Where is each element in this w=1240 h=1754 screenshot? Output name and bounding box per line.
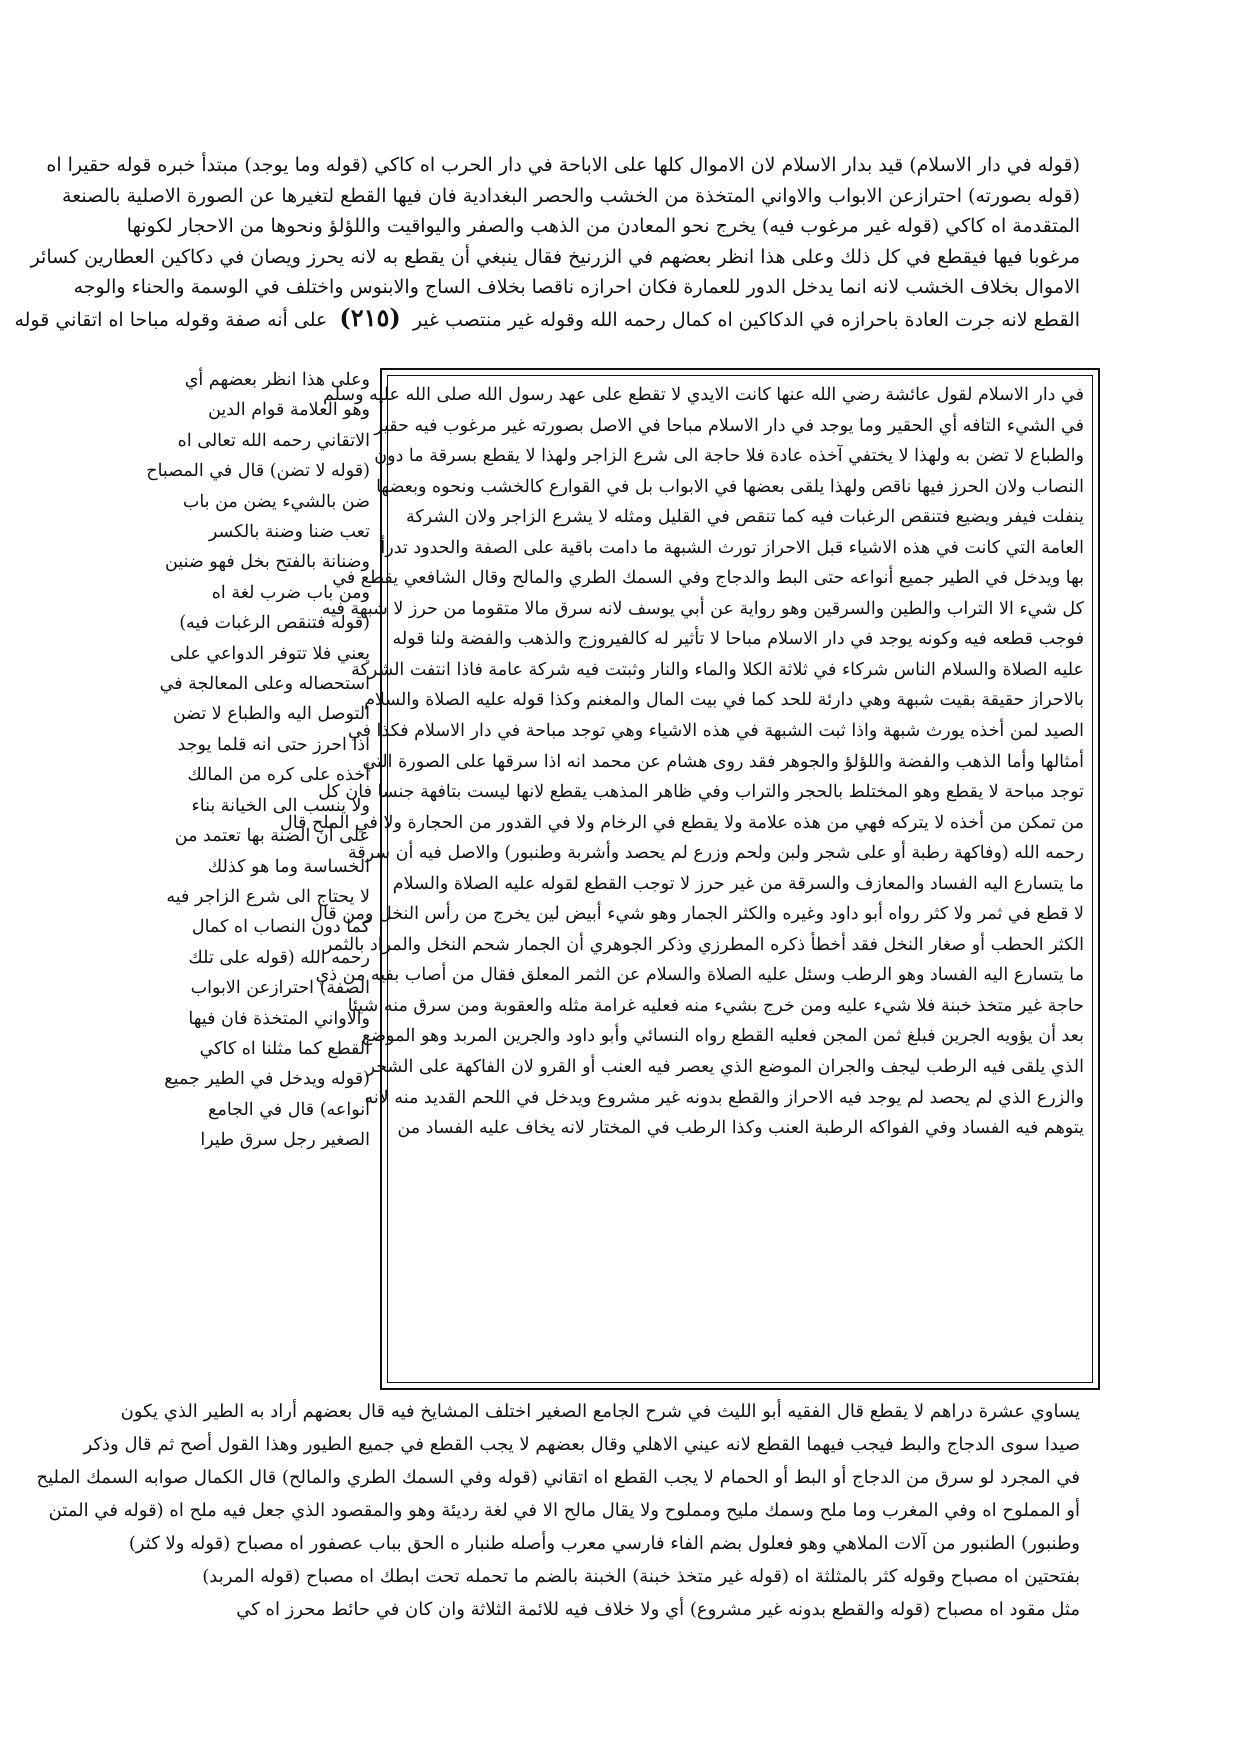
main-line: رحمه الله (وفاكهة رطبة أو على شجر ولبن ولحم وزرع لم يحصد وأشربة وطنبور) والاصل فيه أن سرقة: [347, 843, 1084, 864]
main-line: الصيد لمن أخذه يورث شبهة واذا ثبت الشبهة في هذه الاشياء وهي توجد مباحة في دار الاسلام فكذا في: [348, 721, 1084, 742]
margin-line: وضنانة بالفتح بخل فهو ضنين: [164, 552, 370, 573]
margin-line: أخذه على كره من المالك: [187, 765, 370, 786]
top-line: المتقدمة اه كاكي (قوله غير مرغوب فيه) يخرج نحو المعادن من الذهب والصفر واليواقيت واللؤلؤ ونحوها من الاحجار لكونها: [126, 215, 1080, 237]
bottom-line: في المجرد لو سرق من الدجاج أو البط أو الحمام لا يجب القطع اه اتقاني (قوله وفي السمك الطري والمالح) قال الكمال صوابه السمك المليح: [36, 1467, 1080, 1488]
main-line: ما يتسارع اليه الفساد وهو الرطب وسئل عليه الصلاة والسلام عن الثمر المعلق فقال من أصاب بفيه من ذي: [315, 965, 1084, 986]
side-margin-commentary: [138, 365, 370, 1390]
bottom-line: وطنبور) الطنبور من آلات الملاهي وهو فعلول بضم الفاء فارسي معرب وأصله طنبار ه الحق بباب عصفور اه مصباح (قوله ولا كثر): [128, 1533, 1080, 1554]
main-line: والزرع الذي لم يحصد لم يوجد فيه الاحراز والقطع بدونه غير مشروع ويدخل في اللحم القديد منه لانه: [364, 1087, 1084, 1108]
bottom-line: أو المملوح اه وفي المغرب وما ملح وسمك مليح ومملوح ولا يقال مالح الا في لغة رديئة وهو والمقصود الذي جعل فيه ملح اه (قوله في المتن: [48, 1500, 1080, 1521]
main-line: كل شيء الا التراب والطين والسرقين وهو رواية عن أبي يوسف لانه سرق مالا متقوما من حرز لا شبهة فيه: [321, 598, 1084, 619]
top-line: (قوله في دار الاسلام) قيد بدار الاسلام لان الاموال كلها على الاباحة في دار الحرب اه كاكي (قوله وما يوجد) مبتدأ خبره قوله حقيرا اه: [46, 154, 1080, 176]
bottom-line: مثل مقود اه مصباح (قوله والقطع بدونه غير مشروع) أي ولا خلاف فيه للائمة الثلاثة وان كان في حائط محرز اه كي: [236, 1599, 1080, 1620]
main-line: بها ويدخل في الطير جميع أنواعه حتى البط والدجاج وفي السمك الطري والمالح وقال الشافعي يقطع في: [332, 568, 1084, 589]
top-line: الاموال بخلاف الخشب لانه انما يدخل الدور للعمارة فكان احرازه ناقصا بخلاف الساج والابنوس واختلف في الوسمة والحناء والوجه: [73, 276, 1080, 298]
margin-line: ومن باب ضرب لغة اه: [211, 582, 370, 603]
margin-line: ولا ينسب الى الخيانة بناء: [191, 795, 370, 816]
top-commentary: [14, 150, 1080, 355]
main-line: حاجة غير متخذ خبنة فلا شيء عليه ومن خرج بشيء منه فعليه غرامة مثله والعقوبة ومن سرق منه شيئا: [347, 995, 1084, 1016]
margin-line: (قوله فتنقص الرغبات فيه): [179, 613, 370, 634]
main-line: يتوهم فيه الفساد وفي الفواكه الرطبة العنب وكذا الرطب في المختار لانه يخاف عليه الفساد من: [397, 1118, 1084, 1139]
margin-line: يعني فلا تتوفر الدواعي على: [170, 643, 370, 664]
margin-line: الاتقاني رحمه الله تعالى اه: [177, 430, 370, 451]
main-line: في الشيء التافه أي الحقير وما يوجد في دار الاسلام مباحا في الاصل بصورته غير مرغوب فيه حقير: [374, 415, 1084, 436]
margin-line: الخساسة وما هو كذلك: [207, 856, 370, 877]
margin-line: ضن بالشيء يضن من باب: [182, 491, 370, 512]
margin-line: تعب ضنا وضنة بالكسر: [208, 522, 370, 543]
top-line: مرغوبا فيها فيقطع في كل ذلك وعلى هذا انظر بعضهم في الزرنيخ فقال ينبغي أن يقطع به لانه يحرز ويصان في دكاكين العطارين كسائر: [30, 245, 1080, 268]
top-line: القطع لانه جرت العادة باحرازه في الدكاكين اه كمال رحمه الله وقوله غير منتصب غير (٢١٥) على أنه صفة وقوله مباحا اه اتقاني قوله: [14, 302, 1080, 332]
margin-line: الصفة) احترازعن الابواب: [190, 978, 370, 999]
margin-line: على أن الضنة بها تعتمد من: [174, 826, 370, 847]
margin-line: (قوله ويدخل في الطير جميع: [164, 1069, 370, 1090]
main-line: ينفلت فيفر ويضيع فتنقص الرغبات فيه كما تنقص في القليل ومثله لا يشرع الزاجر ولان الشركة: [405, 507, 1084, 528]
margin-line: القطع كما مثلنا اه كاكي: [199, 1038, 370, 1059]
margin-line: التوصل اليه والطباع لا تضن: [172, 704, 370, 725]
bottom-line: صيدا سوى الدجاج والبط فيجب فيهما القطع لانه عيني الاهلي وقال بعضهم لا يجب القطع في جميع الطيور وهذا القول أصح ثم قال وذكر: [83, 1434, 1080, 1455]
main-line: توجد مباحة لا يقطع وهو المختلط بالحجر والتراب وفي ظاهر المذهب يقطع لانها ليست بتافهة جنسا فان كل: [318, 782, 1084, 803]
margin-line: (قوله لا تضن) قال في المصباح: [146, 461, 370, 482]
margin-line: وعلى هذا انظر بعضهم أي: [184, 370, 370, 390]
main-line: فوجب قطعه فيه وكونه يوجد في دار الاسلام مباحا لا تأثير له كالفيروزج والذهب والفضة ولنا قوله: [392, 629, 1084, 650]
top-line: (قوله بصورته) احترازعن الابواب والاواني المتخذة من الخشب والحصر البغدادية فان فيها القطع لتغيرها عن الصورة الاصلية بالصنعة: [62, 184, 1080, 207]
margin-line: وهو العلامة قوام الدين: [208, 400, 370, 421]
bottom-line: يساوي عشرة دراهم لا يقطع قال الفقيه أبو الليث في شرح الجامع الصغير اختلف المشايخ فيه قال بعضهم أراد به الطير الذي يكون: [120, 1401, 1080, 1422]
margin-line: والاواني المتخذة فان فيها: [188, 1008, 370, 1029]
main-line: أمثالها وأما الذهب والفضة واللؤلؤ والجوهر فقد روى هشام عن محمد انه اذا سرقها على الصورة التي: [362, 751, 1084, 772]
main-line: الكثر الحطب أو صغار النخل فقد أخطأ ذكره المطرزي وذكر الجوهري أن الجمار شحم النخل والمراد بالثمر: [323, 934, 1084, 955]
margin-line: اذا احرز حتى انه قلما يوجد: [177, 734, 370, 755]
main-line: بعد أن يؤويه الجرين فبلغ ثمن المجن فعليه القطع رواه النسائي وأبو داود والجرين المربد وهو الموضع: [361, 1026, 1084, 1047]
main-line: عليه الصلاة والسلام الناس شركاء في ثلاثة الكلا والماء والنار وثبتت فيه شركة عامة فاذا انتفت الشركة: [351, 659, 1084, 680]
margin-line: لا يحتاج الى شرع الزاجر فيه: [166, 886, 370, 907]
main-line: ما يتسارع اليه الفساد والمعازف والسرقة من غير حرز لا توجب القطع لقوله عليه الصلاة والسلام: [392, 873, 1084, 894]
bottom-commentary: [36, 1395, 1080, 1675]
main-line: الذي يلقى فيه الرطب ليجف والجران الموضع الذي يعصر فيه العنب أو القرو لان الفاكهة على الشجر: [366, 1057, 1084, 1078]
main-line: بالاحراز حقيقة بقيت شبهة وهي دارئة للحد كما في بيت المال والمغنم وكذا قوله عليه الصلاة والسلام: [364, 690, 1084, 711]
page-number: (٢١٥): [339, 302, 401, 332]
main-line: لا قطع في ثمر ولا كثر رواه أبو داود وغيره والكثر الجمار وهو شيء أبيض لين يخرج من رأس النخل ومن قال: [310, 904, 1084, 925]
margin-line: الصغير رجل سرق طيرا: [200, 1130, 370, 1151]
main-line: العامة التي كانت في هذه الاشياء قبل الاحراز تورث الشبهة ما دامت باقية على الصفة والحدود تدرأ: [380, 537, 1084, 558]
main-line: والطباع لا تضن به ولهذا لا يختفي آخذه عادة فلا حاجة الى شرع الزاجر ولهذا لا يقطع بسرقة ما دون: [374, 446, 1084, 467]
main-line: من تمكن من أخذه لا يتركه فهي من هذه علامة ولا يقطع في الرخام ولا في القدور من الحجارة ولا في الملح قال: [280, 812, 1084, 833]
main-line: النصاب ولان الحرز فيها ناقص ولهذا يلقى بعضها في الابواب بل في القوارع كالخشب ونحوه وبعضها: [376, 476, 1084, 497]
margin-line: أنواعه) قال في الجامع: [208, 1099, 370, 1120]
margin-line: رحمه الله (قوله على تلك: [188, 947, 370, 968]
margin-line: استحصاله وعلى المعالجة في: [159, 674, 370, 695]
margin-line: كما دون النصاب اه كمال: [191, 917, 370, 938]
main-line: في دار الاسلام لقول عائشة رضي الله عنها كانت الايدي لا تقطع على عهد رسول الله صلى الله عليه وسلم: [322, 385, 1084, 405]
bottom-line: بفتحتين اه مصباح وقوله كثر بالمثلثة اه (قوله غير متخذ خبنة) الخبنة بالضم ما تحمله تحت ابطك اه مصباح (قوله المربد): [202, 1566, 1080, 1587]
